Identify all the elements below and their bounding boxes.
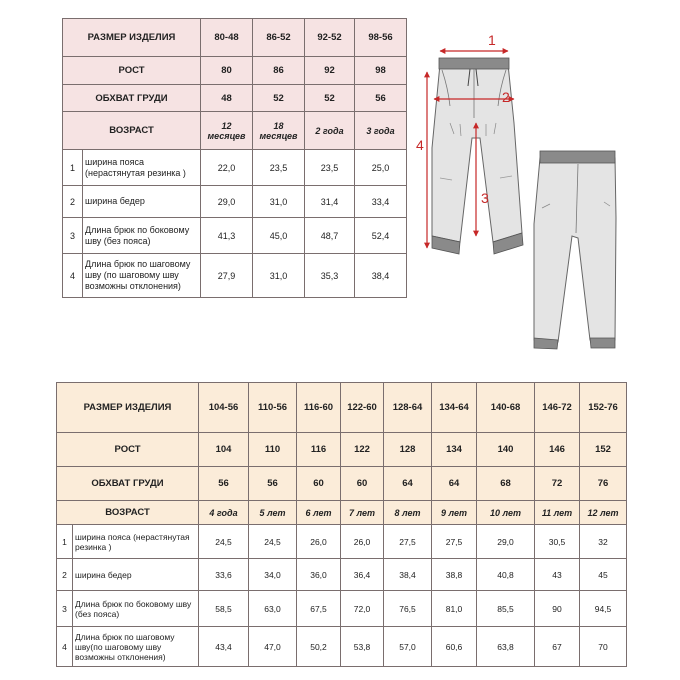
measurement-value: 85,5 xyxy=(477,591,535,627)
measurement-value: 31,0 xyxy=(253,186,305,218)
measurement-label: Длина брюк по боковому шву (без пояса) xyxy=(83,218,201,254)
measurement-value: 31,4 xyxy=(305,186,355,218)
table-row xyxy=(57,627,627,667)
label-1: 1 xyxy=(488,32,496,48)
header-row xyxy=(63,85,407,112)
pants-front-view xyxy=(432,58,523,254)
measurement-value: 50,2 xyxy=(297,627,341,667)
measurement-value: 60,6 xyxy=(432,627,477,667)
measurement-value: 23,5 xyxy=(253,150,305,186)
table-row xyxy=(63,218,407,254)
measurement-value: 63,8 xyxy=(477,627,535,667)
measurement-label: Длина брюк по боковому шву (без пояса) xyxy=(73,591,199,627)
measurement-value: 24,5 xyxy=(199,525,249,559)
measurement-value: 94,5 xyxy=(580,591,627,627)
header-value: 134-64 xyxy=(432,383,477,433)
measurement-value: 76,5 xyxy=(384,591,432,627)
header-value: 72 xyxy=(535,467,580,501)
row-number: 2 xyxy=(57,559,73,591)
header-value: 11 лет xyxy=(535,501,580,525)
measurement-value: 29,0 xyxy=(477,525,535,559)
measurement-value: 48,7 xyxy=(305,218,355,254)
header-value: 5 лет xyxy=(249,501,297,525)
label-3: 3 xyxy=(481,190,489,206)
measurement-value: 25,0 xyxy=(355,150,407,186)
measurement-value: 33,6 xyxy=(199,559,249,591)
header-value: 122-60 xyxy=(341,383,384,433)
header-value: 86 xyxy=(253,57,305,85)
measurement-value: 67 xyxy=(535,627,580,667)
table-row xyxy=(63,254,407,298)
pants-diagram xyxy=(410,28,625,358)
header-value: 128 xyxy=(384,433,432,467)
header-value: 86-52 xyxy=(253,19,305,57)
measurement-value: 38,4 xyxy=(355,254,407,298)
cuff-left-back xyxy=(534,338,558,349)
waistband-back xyxy=(540,151,615,163)
measurement-value: 29,0 xyxy=(201,186,253,218)
table-row xyxy=(57,591,627,627)
measurement-value: 23,5 xyxy=(305,150,355,186)
header-row xyxy=(57,467,627,501)
header-value: 60 xyxy=(297,467,341,501)
measurement-value: 31,0 xyxy=(253,254,305,298)
waistband-front xyxy=(439,58,509,69)
label-4: 4 xyxy=(416,137,424,153)
header-value: 4 года xyxy=(199,501,249,525)
header-value: 140 xyxy=(477,433,535,467)
header-value: 110-56 xyxy=(249,383,297,433)
header-value: 60 xyxy=(341,467,384,501)
header-value: 12 месяцев xyxy=(201,112,253,150)
measurement-value: 36,4 xyxy=(341,559,384,591)
measurement-value: 67,5 xyxy=(297,591,341,627)
header-value: 104-56 xyxy=(199,383,249,433)
header-value: 110 xyxy=(249,433,297,467)
measurement-label: ширина бедер xyxy=(73,559,199,591)
header-value: 80 xyxy=(201,57,253,85)
label-2: 2 xyxy=(502,89,510,105)
measurement-value: 26,0 xyxy=(297,525,341,559)
measurement-value: 43 xyxy=(535,559,580,591)
measurement-value: 41,3 xyxy=(201,218,253,254)
header-value: 64 xyxy=(432,467,477,501)
row-number: 3 xyxy=(57,591,73,627)
measurement-value: 38,8 xyxy=(432,559,477,591)
measurement-value: 53,8 xyxy=(341,627,384,667)
measurement-value: 34,0 xyxy=(249,559,297,591)
header-value: 2 года xyxy=(305,112,355,150)
header-row xyxy=(57,501,627,525)
measurement-value: 27,9 xyxy=(201,254,253,298)
measurement-label: ширина бедер xyxy=(83,186,201,218)
header-row xyxy=(57,433,627,467)
header-value: 128-64 xyxy=(384,383,432,433)
header-value: 122 xyxy=(341,433,384,467)
header-value: 6 лет xyxy=(297,501,341,525)
header-value: 152-76 xyxy=(580,383,627,433)
measurement-value: 27,5 xyxy=(432,525,477,559)
header-value: 116 xyxy=(297,433,341,467)
measurement-value: 70 xyxy=(580,627,627,667)
measurement-value: 47,0 xyxy=(249,627,297,667)
header-value: 146 xyxy=(535,433,580,467)
row-number: 2 xyxy=(63,186,83,218)
table-row xyxy=(57,559,627,591)
header-value: 56 xyxy=(355,85,407,112)
measurement-label: Длина брюк по шаговому шву (по шаговому шву возможны отклонения) xyxy=(83,254,201,298)
measurement-value: 57,0 xyxy=(384,627,432,667)
header-value: 9 лет xyxy=(432,501,477,525)
row-number: 4 xyxy=(57,627,73,667)
header-value: 98 xyxy=(355,57,407,85)
measurement-value: 45 xyxy=(580,559,627,591)
header-label: ВОЗРАСТ xyxy=(57,501,199,525)
header-value: 140-68 xyxy=(477,383,535,433)
measurement-value: 26,0 xyxy=(341,525,384,559)
size-table-large-body xyxy=(57,383,627,667)
measurement-value: 58,5 xyxy=(199,591,249,627)
size-table-small-body xyxy=(63,19,407,298)
header-value: 104 xyxy=(199,433,249,467)
measurement-value: 40,8 xyxy=(477,559,535,591)
measurement-value: 33,4 xyxy=(355,186,407,218)
header-value: 92 xyxy=(305,57,355,85)
measurement-label: Длина брюк по шаговому шву(по шаговому шву возможны отклонения) xyxy=(73,627,199,667)
header-value: 76 xyxy=(580,467,627,501)
header-value: 52 xyxy=(305,85,355,112)
table-row xyxy=(63,186,407,218)
row-number: 4 xyxy=(63,254,83,298)
measurement-value: 43,4 xyxy=(199,627,249,667)
header-label: ВОЗРАСТ xyxy=(63,112,201,150)
measurement-value: 52,4 xyxy=(355,218,407,254)
row-number: 1 xyxy=(63,150,83,186)
measurement-value: 22,0 xyxy=(201,150,253,186)
header-value: 56 xyxy=(249,467,297,501)
cuff-right-back xyxy=(590,338,615,348)
measurement-value: 38,4 xyxy=(384,559,432,591)
size-table-large xyxy=(56,382,627,667)
header-value: 134 xyxy=(432,433,477,467)
measurement-value: 81,0 xyxy=(432,591,477,627)
row-number: 1 xyxy=(57,525,73,559)
header-label: РАЗМЕР ИЗДЕЛИЯ xyxy=(57,383,199,433)
measurement-value: 90 xyxy=(535,591,580,627)
header-value: 98-56 xyxy=(355,19,407,57)
header-value: 146-72 xyxy=(535,383,580,433)
row-number: 3 xyxy=(63,218,83,254)
table-row xyxy=(63,150,407,186)
measurement-value: 36,0 xyxy=(297,559,341,591)
header-value: 52 xyxy=(253,85,305,112)
header-value: 12 лет xyxy=(580,501,627,525)
header-value: 68 xyxy=(477,467,535,501)
measurement-value: 30,5 xyxy=(535,525,580,559)
header-label: ОБХВАТ ГРУДИ xyxy=(63,85,201,112)
header-value: 80-48 xyxy=(201,19,253,57)
header-row xyxy=(63,57,407,85)
measurement-value: 45,0 xyxy=(253,218,305,254)
size-table-small xyxy=(62,18,407,298)
measurement-value: 27,5 xyxy=(384,525,432,559)
measurement-value: 63,0 xyxy=(249,591,297,627)
header-label: РОСТ xyxy=(63,57,201,85)
header-label: РОСТ xyxy=(57,433,199,467)
header-row xyxy=(57,383,627,433)
header-value: 48 xyxy=(201,85,253,112)
header-label: ОБХВАТ ГРУДИ xyxy=(57,467,199,501)
measurement-label: ширина пояса (нерастянутая резинка ) xyxy=(83,150,201,186)
measurement-value: 35,3 xyxy=(305,254,355,298)
header-label: РАЗМЕР ИЗДЕЛИЯ xyxy=(63,19,201,57)
header-value: 92-52 xyxy=(305,19,355,57)
header-value: 152 xyxy=(580,433,627,467)
header-value: 56 xyxy=(199,467,249,501)
header-value: 116-60 xyxy=(297,383,341,433)
header-value: 18 месяцев xyxy=(253,112,305,150)
header-value: 64 xyxy=(384,467,432,501)
measurement-value: 32 xyxy=(580,525,627,559)
measurement-value: 24,5 xyxy=(249,525,297,559)
table-row xyxy=(57,525,627,559)
header-row xyxy=(63,112,407,150)
header-value: 3 года xyxy=(355,112,407,150)
measurement-value: 72,0 xyxy=(341,591,384,627)
measurement-label: ширина пояса (нерастянутая резинка ) xyxy=(73,525,199,559)
header-row xyxy=(63,19,407,57)
header-value: 8 лет xyxy=(384,501,432,525)
header-value: 7 лет xyxy=(341,501,384,525)
header-value: 10 лет xyxy=(477,501,535,525)
pants-back-view xyxy=(534,151,616,349)
